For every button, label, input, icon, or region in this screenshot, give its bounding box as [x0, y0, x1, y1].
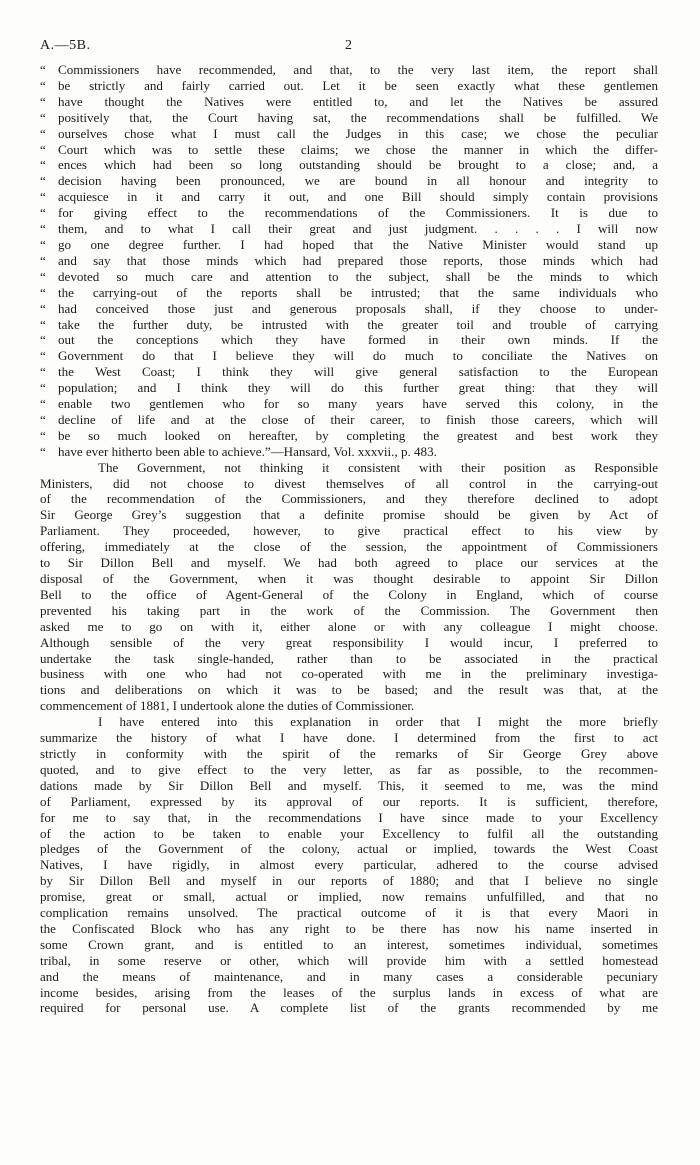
quote-mark: “ — [40, 364, 46, 380]
quote-mark: “ — [40, 252, 46, 268]
quote-mark: “ — [40, 189, 46, 205]
text-line — [40, 126, 658, 142]
line-text: Court which was to settle these claims; we chose the manner in which the differ- — [58, 141, 658, 157]
line-text: pledges of the Government of the colony, actual or implied, towards the West Coast — [40, 841, 658, 857]
quote-mark: “ — [40, 125, 46, 141]
line-text: the West Coast; I think they will give general satisfaction to the European — [58, 364, 658, 380]
document-reference: A.—5B. — [40, 38, 91, 53]
line-text: I have entered into this explanation in order that I might the more briefly — [98, 714, 658, 730]
line-text: tribal, in some reserve or other, which will provide him with a settled homestead — [40, 952, 658, 968]
line-text: decision having been pronounced, we are bound in all honour and integrity to — [58, 173, 658, 189]
text-line — [40, 94, 658, 110]
line-text: quoted, and to give effect to the very letter, as far as possible, to the recommen- — [40, 761, 658, 777]
paragraph-para-2 — [40, 460, 658, 715]
line-text: dations made by Sir Dillon Bell and myself. This, it seemed to me, was the mind — [40, 777, 658, 793]
line-text: income besides, arising from the leases of the surplus lands in excess of what are — [40, 984, 658, 1000]
text-line — [40, 826, 658, 842]
text-line — [40, 348, 658, 364]
text-line — [40, 969, 658, 985]
text-line — [40, 730, 658, 746]
line-text: for me to say that, in the recommendations I have since made to your Excellency — [40, 809, 658, 825]
line-text: Ministers, did not choose to divest themselves of all control in the carrying-out — [40, 475, 658, 491]
text-line — [40, 189, 658, 205]
line-text: Natives, I have rigidly, in almost every particular, adhered to the course advised — [40, 857, 658, 873]
text-line — [40, 285, 658, 301]
line-text: summarize the history of what I have done. I determined from the first to act — [40, 730, 658, 746]
line-text: ences which had been so long outstanding should be brought to a close; and, a — [58, 157, 658, 173]
text-line — [40, 666, 658, 682]
quote-mark: “ — [40, 427, 46, 443]
line-text: out the conceptions which they have formed in their own minds. If the — [58, 332, 658, 348]
line-text: tions and deliberations on which it was to be based; and the result was that, at the — [40, 682, 658, 698]
text-line — [40, 428, 658, 444]
line-text: prevented his taking part in the work of the Commission. The Government then — [40, 602, 658, 618]
line-text: population; and I think they will do this further great thing: that they will — [58, 380, 658, 396]
line-text: business with one who had not co-operated with me in the preliminary investiga- — [40, 666, 658, 682]
text-line — [40, 682, 658, 698]
text-line — [40, 587, 658, 603]
text-line — [40, 953, 658, 969]
paragraph-quote — [40, 62, 658, 460]
document-body — [40, 62, 658, 1016]
text-line — [40, 571, 658, 587]
line-text: acquiesce in it and carry it out, and one Bill should simply contain provisions — [58, 189, 658, 205]
line-text: take the further duty, be intrusted with the greater toil and trouble of carrying — [58, 316, 658, 332]
text-line — [40, 396, 658, 412]
text-line — [40, 1000, 658, 1016]
line-text: The Government, not thinking it consistent with their position as Responsible — [98, 459, 658, 475]
line-text: some Crown grant, and is entitled to an interest, sometimes individual, sometimes — [40, 936, 658, 952]
text-line — [40, 651, 658, 667]
line-text: offering, immediately at the close of the session, the appointment of Commissioners — [40, 539, 658, 555]
text-line — [40, 873, 658, 889]
line-text: Parliament. They proceeded, however, to give practical effect to his view by — [40, 523, 658, 539]
line-text: for giving effect to the recommendations of the Commissioners. It is due to — [58, 205, 658, 221]
line-text: commencement of 1881, I undertook alone the duties of Commissioner. — [40, 698, 415, 714]
text-line — [40, 380, 658, 396]
line-text: have ever hitherto been able to achieve.”—Hansard, Vol. xxxvii., p. 483. — [58, 443, 437, 459]
text-line — [40, 810, 658, 826]
line-text: and the means of maintenance, and in many cases a considerable pecuniary — [40, 968, 658, 984]
line-text: ourselves chose what I must call the Judges in this case; we chose the peculiar — [58, 125, 658, 141]
quote-mark: “ — [40, 109, 46, 125]
quote-mark: “ — [40, 380, 46, 396]
text-line — [40, 476, 658, 492]
line-text: the carrying-out of the reports shall be intrusted; that the same individuals who — [58, 284, 658, 300]
text-line — [40, 746, 658, 762]
quote-mark: “ — [40, 348, 46, 364]
text-line — [40, 857, 658, 873]
text-line — [40, 157, 658, 173]
line-text: required for personal use. A complete list of the grants recommended by me — [40, 1000, 658, 1016]
line-text: them, and to what I call their great and just judgment. . . . . I will now — [58, 221, 658, 237]
line-text: had conceived those just and generous proposals shall, if they choose to under- — [58, 300, 658, 316]
text-line — [40, 714, 658, 730]
quote-mark: “ — [40, 396, 46, 412]
page-number: 2 — [345, 38, 352, 53]
line-text: and say that those minds which had prepared those reports, those minds which had — [58, 252, 658, 268]
quote-mark: “ — [40, 157, 46, 173]
text-line — [40, 921, 658, 937]
text-line — [40, 507, 658, 523]
text-line — [40, 110, 658, 126]
text-line — [40, 603, 658, 619]
quote-mark: “ — [40, 332, 46, 348]
text-line — [40, 985, 658, 1001]
text-line — [40, 794, 658, 810]
line-text: go one degree further. I had hoped that the Native Minister would stand up — [58, 236, 658, 252]
line-text: of Parliament, expressed by its approval of our reports. It is sufficient, therefore, — [40, 793, 658, 809]
quote-mark: “ — [40, 173, 46, 189]
quote-mark: “ — [40, 221, 46, 237]
text-line — [40, 332, 658, 348]
text-line — [40, 62, 658, 78]
quote-mark: “ — [40, 93, 46, 109]
text-line — [40, 301, 658, 317]
text-line — [40, 142, 658, 158]
quote-mark: “ — [40, 62, 46, 77]
text-line — [40, 937, 658, 953]
line-text: have thought the Natives were entitled to, and let the Natives be assured — [58, 93, 658, 109]
text-line — [40, 269, 658, 285]
quote-mark: “ — [40, 411, 46, 427]
text-line — [40, 412, 658, 428]
line-text: of the action to be taken to enable your Excellency to fulfil all the outstanding — [40, 825, 658, 841]
text-line — [40, 460, 658, 476]
text-line — [40, 698, 658, 714]
text-line — [40, 889, 658, 905]
text-line — [40, 635, 658, 651]
paragraph-para-3 — [40, 714, 658, 1016]
text-line — [40, 778, 658, 794]
quote-mark: “ — [40, 205, 46, 221]
line-text: Commissioners have recommended, and that, to the very last item, the report shall — [58, 62, 658, 77]
text-line — [40, 905, 658, 921]
text-line — [40, 523, 658, 539]
text-line — [40, 364, 658, 380]
line-text: to Sir Dillon Bell and myself. We had both agreed to place our services at the — [40, 555, 658, 571]
line-text: devoted so much care and attention to the subject, shall be the minds to which — [58, 268, 658, 284]
page-header — [40, 38, 662, 58]
text-line — [40, 221, 658, 237]
line-text: the Confiscated Block who has any right to be there has now his name inserted in — [40, 920, 658, 936]
line-text: asked me to go on with it, either alone or with any colleague I might choose. — [40, 618, 658, 634]
line-text: Sir George Grey’s suggestion that a definite promise should be given by Act of — [40, 507, 658, 523]
text-line — [40, 491, 658, 507]
line-text: strictly in conformity with the spirit of the remarks of Sir George Grey above — [40, 745, 658, 761]
text-line — [40, 205, 658, 221]
line-text: Government do that I believe they will do much to conciliate the Natives on — [58, 348, 658, 364]
text-line — [40, 444, 658, 460]
text-line — [40, 841, 658, 857]
quote-mark: “ — [40, 284, 46, 300]
text-line — [40, 237, 658, 253]
line-text: complication remains unsolved. The practical outcome of it is that every Maori in — [40, 905, 658, 921]
line-text: by Sir Dillon Bell and myself in our reports of 1880; and that I believe no single — [40, 873, 658, 889]
text-line — [40, 619, 658, 635]
quote-mark: “ — [40, 316, 46, 332]
text-line — [40, 539, 658, 555]
quote-mark: “ — [40, 141, 46, 157]
text-line — [40, 173, 658, 189]
line-text: Although sensible of the very great responsibility I would incur, I preferred to — [40, 634, 658, 650]
quote-mark: “ — [40, 443, 46, 459]
line-text: positively that, the Court having sat, the recommendations shall be fulfilled. We — [58, 109, 658, 125]
text-line — [40, 78, 658, 94]
line-text: enable two gentlemen who for so many years have served this colony, in the — [58, 396, 658, 412]
text-line — [40, 762, 658, 778]
line-text: Bell to the office of Agent-General of the Colony in England, which of course — [40, 586, 658, 602]
line-text: be so much looked on hereafter, by completing the greatest and best work they — [58, 427, 658, 443]
line-text: undertake the task single-handed, rather than to be associated in the practical — [40, 650, 658, 666]
quote-mark: “ — [40, 268, 46, 284]
quote-mark: “ — [40, 236, 46, 252]
line-text: be strictly and fairly carried out. Let it be seen exactly what these gentlemen — [58, 77, 658, 93]
text-line — [40, 317, 658, 333]
text-line — [40, 253, 658, 269]
text-line — [40, 555, 658, 571]
line-text: decline of life and at the close of their career, to finish those careers, which will — [58, 411, 658, 427]
line-text: of the recommendation of the Commissioners, and they therefore declined to adopt — [40, 491, 658, 507]
quote-mark: “ — [40, 77, 46, 93]
line-text: disposal of the Government, when it was thought desirable to appoint Sir Dillon — [40, 571, 658, 586]
line-text: promise, great or small, actual or implied, now remains unfulfilled, and that no — [40, 889, 658, 905]
quote-mark: “ — [40, 300, 46, 316]
